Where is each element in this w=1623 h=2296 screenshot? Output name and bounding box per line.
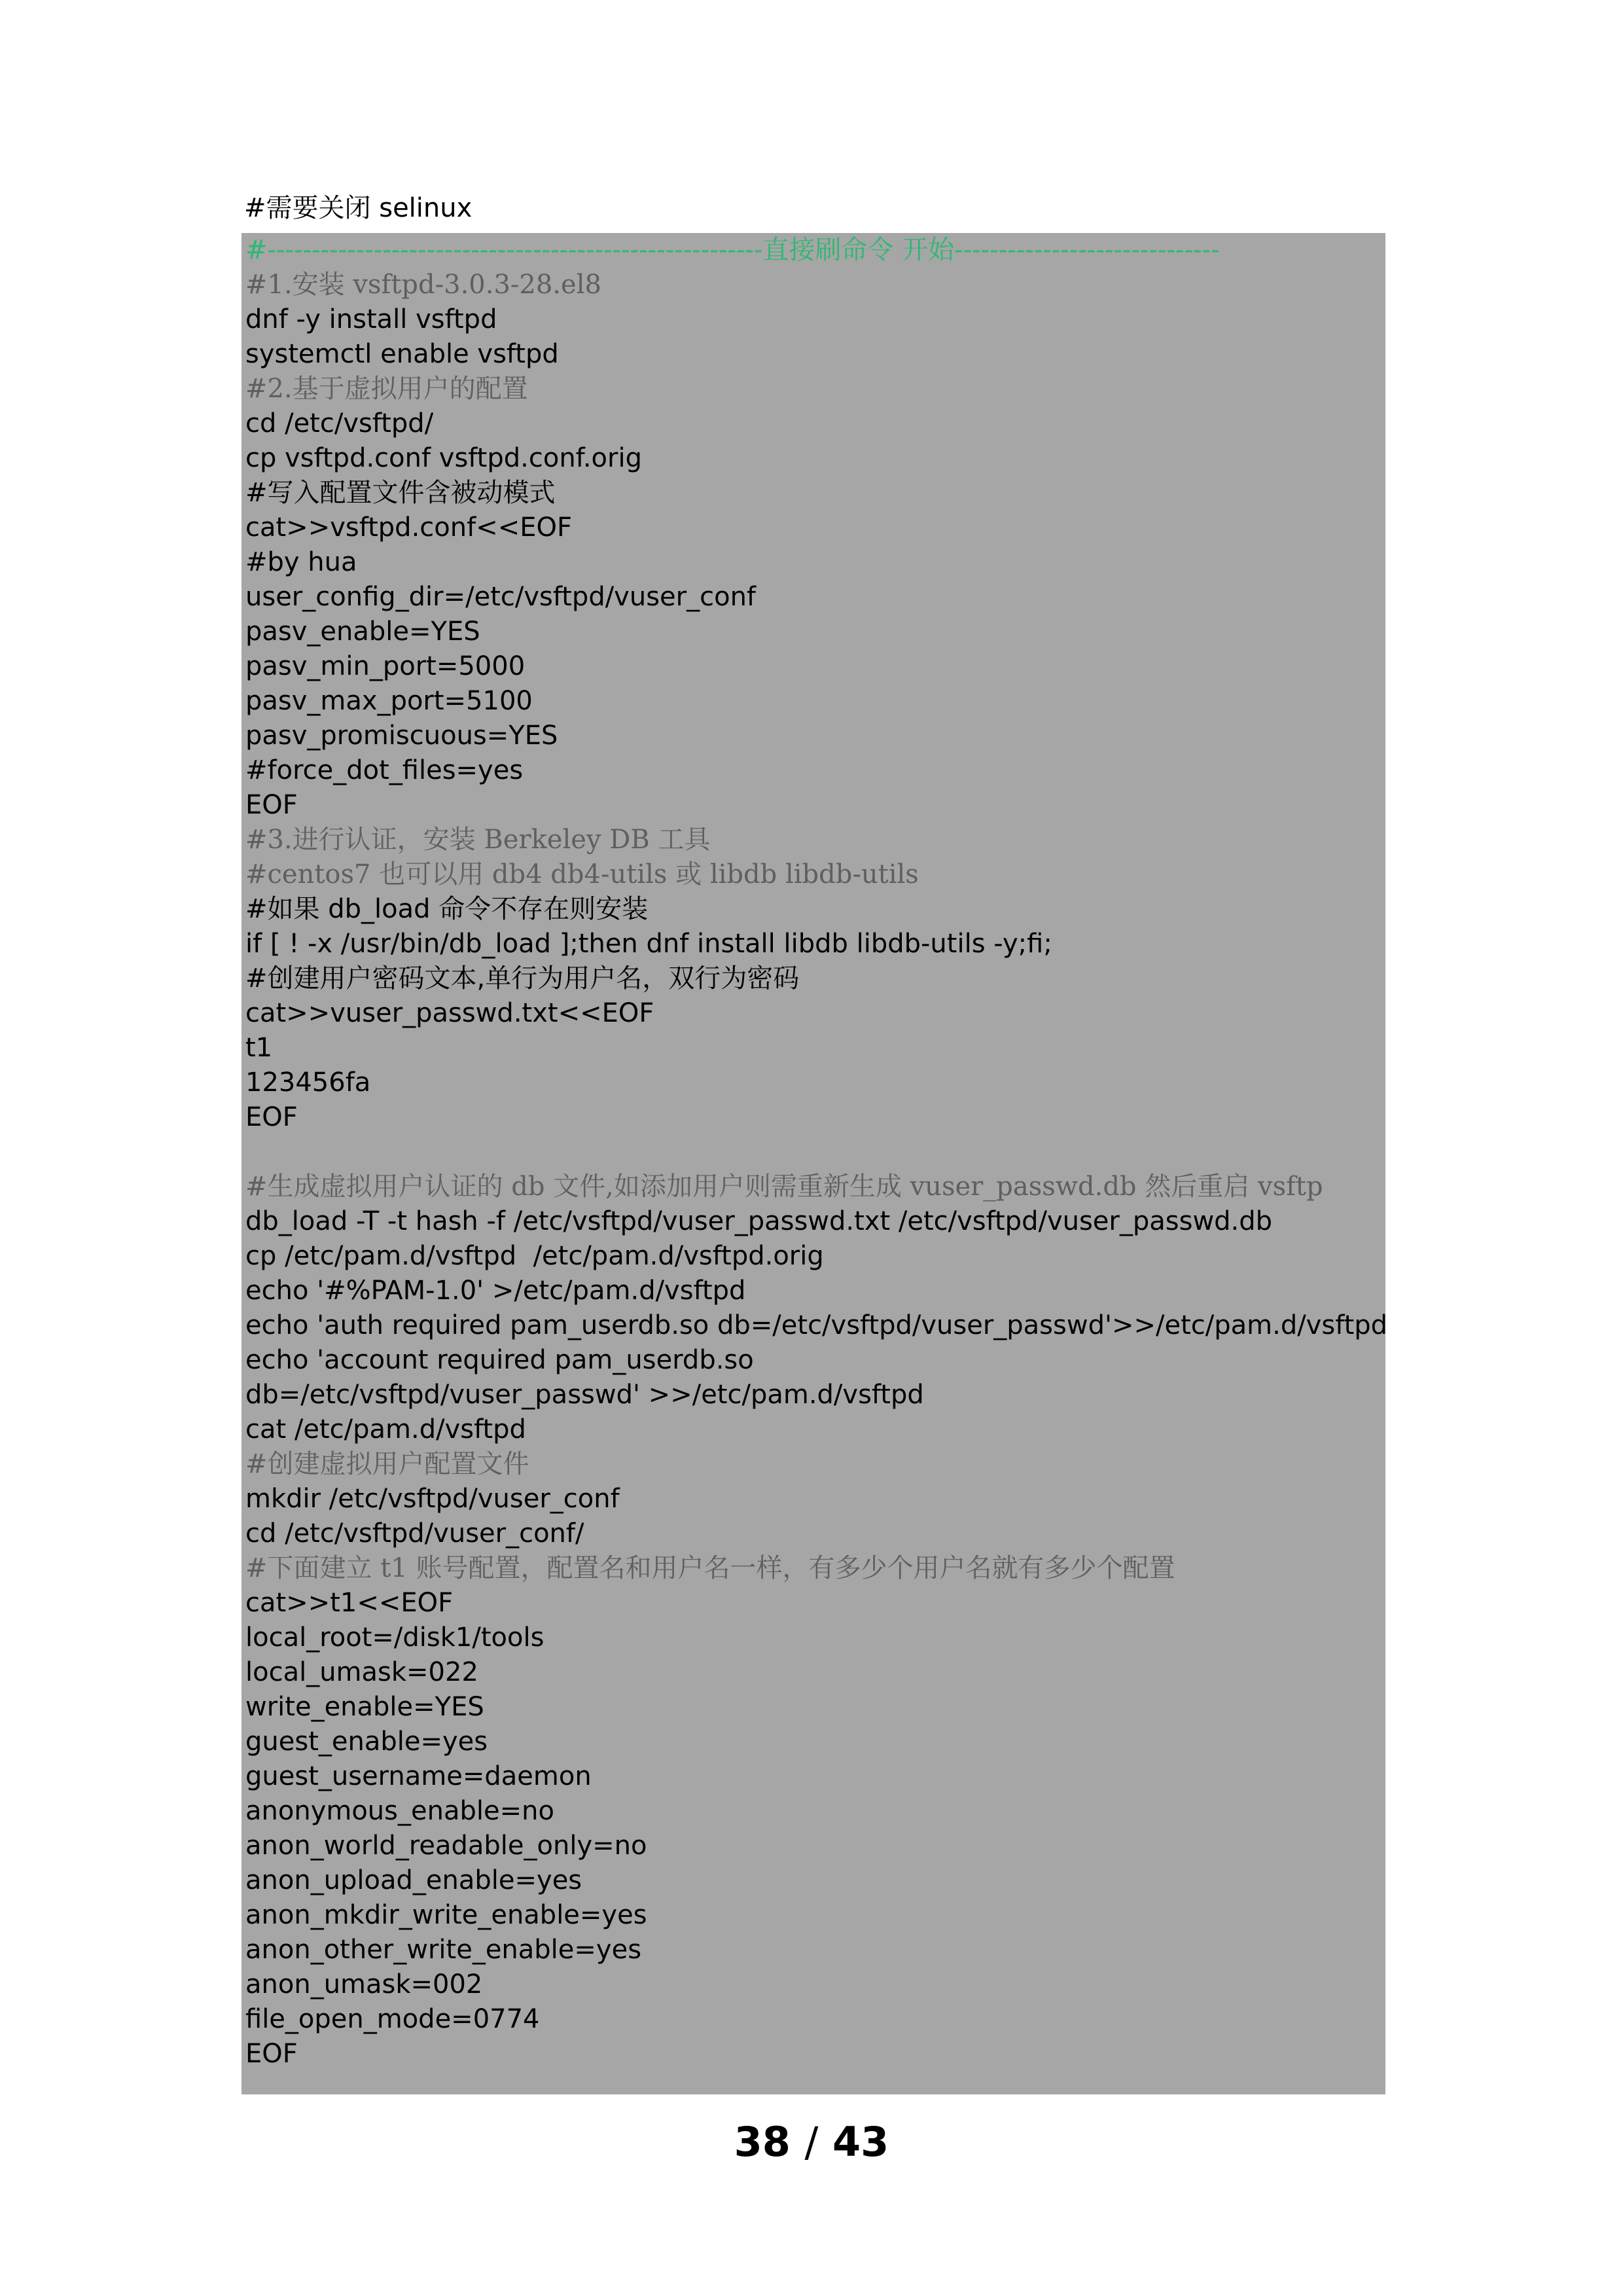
code-line: cat>>vsftpd.conf<<EOF <box>245 512 572 543</box>
code-line: cd /etc/vsftpd/vuser_conf/ <box>245 1518 584 1549</box>
code-line: #by hua <box>245 547 357 577</box>
code-line: #写入配置文件含被动模式 <box>245 478 556 508</box>
code-line: cp vsftpd.conf vsftpd.conf.orig <box>245 443 642 473</box>
code-block <box>241 233 1388 2094</box>
code-line: 123456fa <box>245 1067 371 1098</box>
code-line: systemctl enable vsftpd <box>245 339 559 369</box>
code-line: guest_enable=yes <box>245 1727 488 1757</box>
code-line: guest_username=daemon <box>245 1761 592 1791</box>
code-line: if [ ! -x /usr/bin/db_load ];then dnf install libdb libdb-utils -y;fi; <box>245 929 1052 959</box>
code-line: anonymous_enable=no <box>245 1796 554 1826</box>
code-line: echo '#%PAM-1.0' >/etc/pam.d/vsftpd <box>245 1276 746 1306</box>
code-line: pasv_enable=YES <box>245 617 480 647</box>
code-line: anon_umask=002 <box>245 1969 483 2000</box>
code-line: EOF <box>245 790 298 820</box>
code-line: echo 'auth required pam_userdb.so db=/etc/vsftpd/vuser_passwd'>>/etc/pam.d/vsftpd <box>245 1310 1388 1340</box>
code-line: #如果 db_load 命令不存在则安装 <box>245 894 649 924</box>
page-current: 38 <box>734 2118 791 2166</box>
code-comment-line: #2.基于虚拟用户的配置 <box>245 374 528 404</box>
code-line: file_open_mode=0774 <box>245 2004 540 2034</box>
code-line: anon_mkdir_write_enable=yes <box>245 1900 647 1930</box>
code-line: anon_other_write_enable=yes <box>245 1935 642 1965</box>
code-line: local_umask=022 <box>245 1657 478 1687</box>
code-comment-line: #1.安装 vsftpd-3.0.3-28.el8 <box>245 270 601 300</box>
code-line: cat /etc/pam.d/vsftpd <box>245 1414 526 1444</box>
code-line: anon_upload_enable=yes <box>245 1865 582 1895</box>
code-line: db_load -T -t hash -f /etc/vsftpd/vuser_passwd.txt /etc/vsftpd/vuser_passwd.db <box>245 1206 1273 1236</box>
code-line: echo 'account required pam_userdb.so <box>245 1345 754 1375</box>
code-line: write_enable=YES <box>245 1692 484 1722</box>
code-line: dnf -y install vsftpd <box>245 304 497 334</box>
page-number <box>0 2118 1623 2166</box>
code-comment-line: #下面建立 t1 账号配置，配置名和用户名一样，有多少个用户名就有多少个配置 <box>245 1553 1175 1583</box>
code-line: cat>>t1<<EOF <box>245 1588 454 1618</box>
code-line: cat>>vuser_passwd.txt<<EOF <box>245 998 654 1028</box>
code-line: pasv_promiscuous=YES <box>245 721 558 751</box>
code-comment-line: #创建虚拟用户配置文件 <box>245 1449 529 1479</box>
code-line: #force_dot_files=yes <box>245 755 524 785</box>
page-total: 43 <box>832 2118 889 2166</box>
code-line: pasv_min_port=5000 <box>245 651 526 681</box>
code-comment-line: #3.进行认证，安装 Berkeley DB 工具 <box>245 825 711 855</box>
code-line: anon_world_readable_only=no <box>245 1831 647 1861</box>
code-line: EOF <box>245 2039 298 2069</box>
code-line: EOF <box>245 1102 298 1132</box>
code-line: mkdir /etc/vsftpd/vuser_conf <box>245 1484 620 1514</box>
code-line: db=/etc/vsftpd/vuser_passwd' >>/etc/pam.d/vsftpd <box>245 1380 924 1410</box>
code-line: t1 <box>245 1033 273 1063</box>
code-line: cp /etc/pam.d/vsftpd /etc/pam.d/vsftpd.orig <box>245 1241 824 1271</box>
code-line: cd /etc/vsftpd/ <box>245 408 434 439</box>
code-comment-line: #生成虚拟用户认证的 db 文件,如添加用户则需重新生成 vuser_passwd.db 然后重启 vsftp <box>245 1172 1323 1202</box>
code-banner-line: #--------------------------------------------------------直接刷命令 开始------------------------------ <box>245 235 1220 265</box>
selinux-note: #需要关闭 selinux <box>244 193 473 223</box>
code-line: user_config_dir=/etc/vsftpd/vuser_conf <box>245 582 756 612</box>
code-line: local_root=/disk1/tools <box>245 1623 544 1653</box>
code-line: #创建用户密码文本,单行为用户名，双行为密码 <box>245 963 800 994</box>
page-separator: / <box>804 2118 819 2166</box>
code-comment-line: #centos7 也可以用 db4 db4-utils 或 libdb libdb-utils <box>245 859 919 889</box>
code-line: pasv_max_port=5100 <box>245 686 533 716</box>
